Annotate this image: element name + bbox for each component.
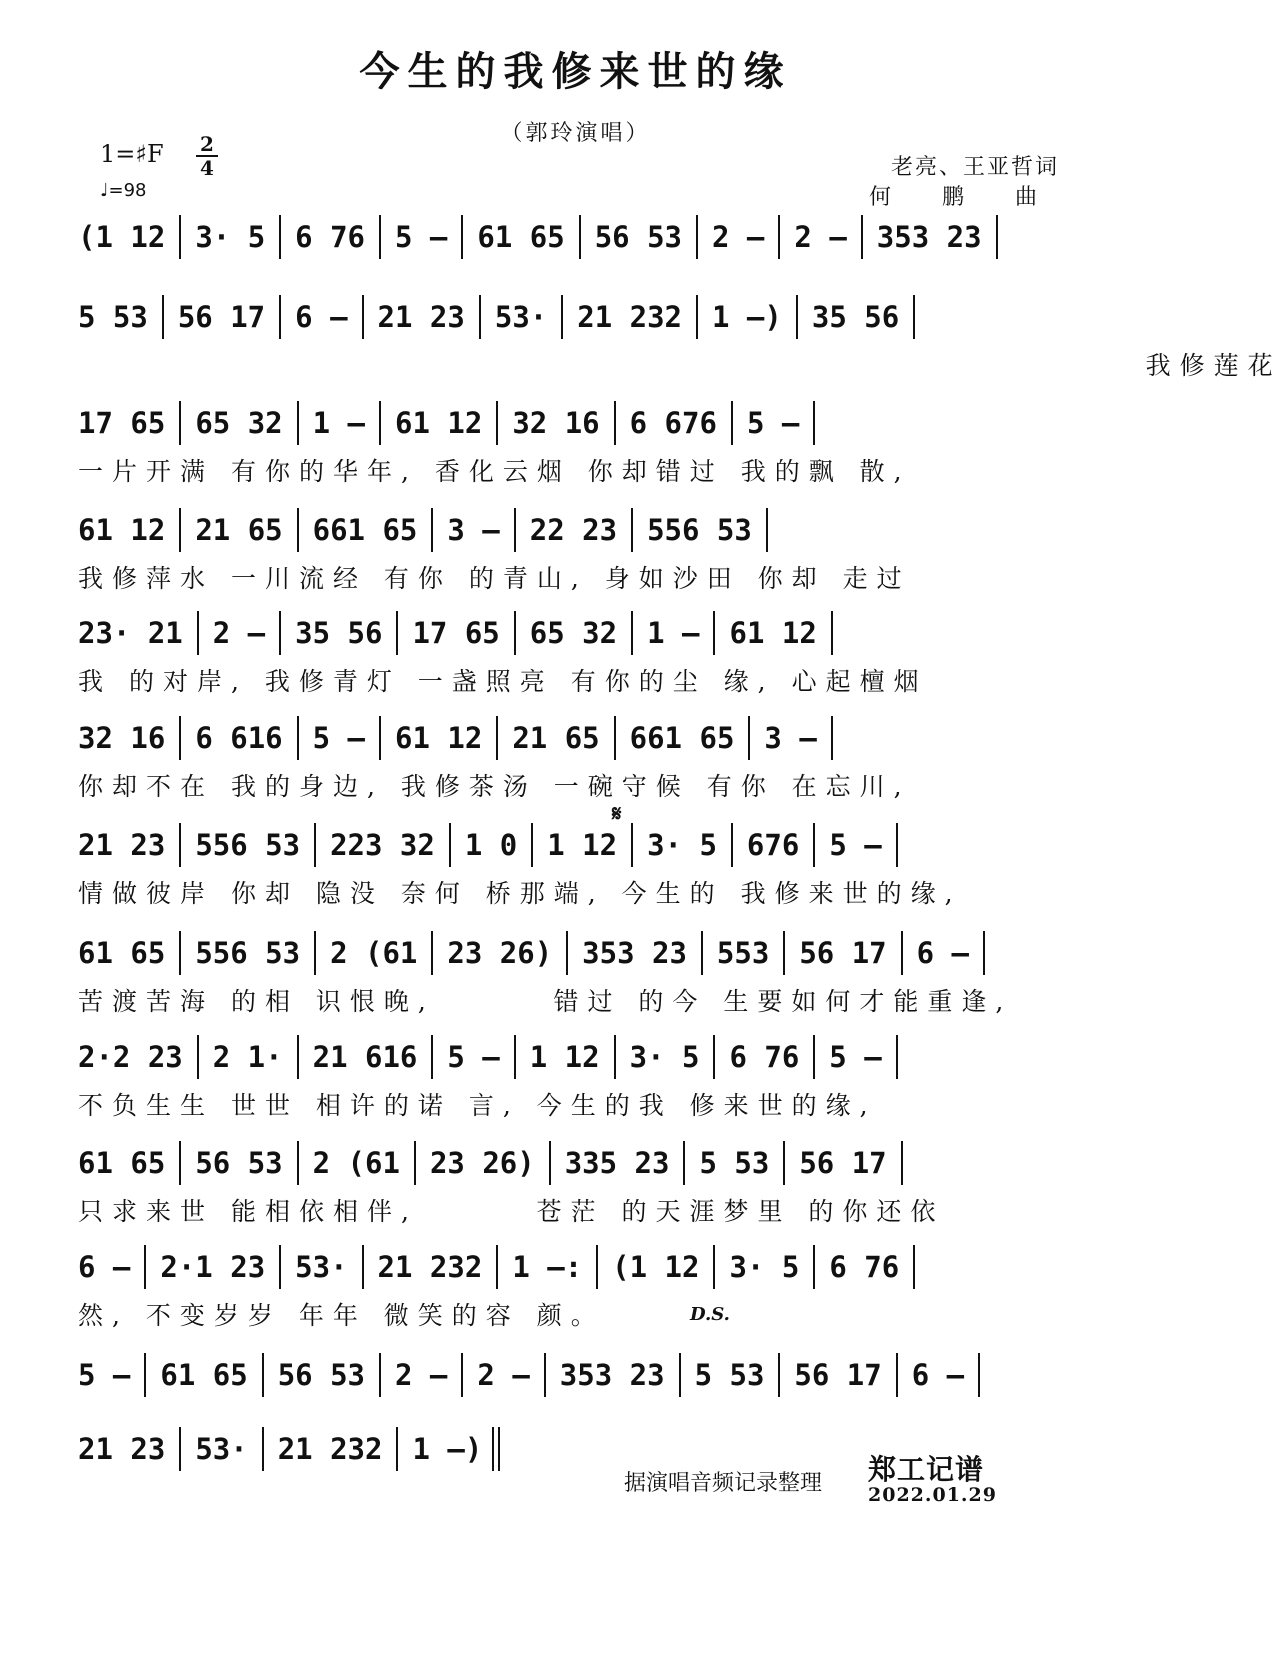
lyric-line: 只求来世 能相依相伴, 苍茫 的天涯梦里 的你还依 xyxy=(78,1197,945,1226)
measure: 21 232 xyxy=(377,1250,483,1284)
barline xyxy=(778,1353,780,1397)
notation-line xyxy=(78,928,1078,978)
measure: 3 – xyxy=(447,513,500,547)
score-row xyxy=(78,398,1078,492)
barline xyxy=(679,1353,681,1397)
measure: 6 76 xyxy=(295,220,365,254)
notation-line xyxy=(78,713,1078,763)
segno-sign: 𝄋 xyxy=(612,802,622,827)
barline xyxy=(783,931,785,975)
measure: 65 32 xyxy=(195,406,283,440)
barline xyxy=(314,823,316,867)
measure: 661 65 xyxy=(312,513,418,547)
measure: 2·2 23 xyxy=(78,1040,183,1074)
barline xyxy=(579,215,581,259)
measure: 56 53 xyxy=(195,1146,283,1180)
measure: 32 16 xyxy=(78,721,166,755)
barline xyxy=(731,823,733,867)
barline xyxy=(297,1141,299,1185)
measure: 2·1 23 xyxy=(160,1250,266,1284)
notation-line xyxy=(78,398,1078,448)
score-row xyxy=(78,820,1078,914)
barline xyxy=(461,215,463,259)
measure: 21 23 xyxy=(78,1432,166,1466)
barline xyxy=(614,401,616,445)
time-top: 2 xyxy=(200,132,214,156)
barline xyxy=(297,716,299,760)
score-row xyxy=(78,1242,1078,1336)
barline xyxy=(144,1353,146,1397)
measure: 56 17 xyxy=(799,936,887,970)
transcription-date: 2022.01.29 xyxy=(868,1484,997,1506)
measure: 56 17 xyxy=(794,1358,882,1392)
barline xyxy=(514,1035,516,1079)
measure: 53· xyxy=(494,300,548,334)
measure: 2 – xyxy=(395,1358,448,1392)
measure: 61 12 xyxy=(395,406,483,440)
score-row xyxy=(78,1032,1078,1126)
measure: 335 23 xyxy=(564,1146,670,1180)
barline xyxy=(561,295,563,339)
barline xyxy=(179,508,181,552)
barline xyxy=(496,716,498,760)
measure: 1 12 xyxy=(547,828,618,862)
measure: 3· 5 xyxy=(729,1250,800,1284)
barline xyxy=(683,1141,685,1185)
score-row xyxy=(78,713,1078,807)
measure: 21 232 xyxy=(277,1432,383,1466)
notation-line xyxy=(78,292,1078,342)
measure: 61 12 xyxy=(395,721,483,755)
barline xyxy=(978,1353,980,1397)
measure: 2 – xyxy=(794,220,847,254)
measure: 61 65 xyxy=(160,1358,248,1392)
measure: 21 616 xyxy=(312,1040,418,1074)
measure: 2 – xyxy=(477,1358,530,1392)
barline xyxy=(631,823,633,867)
lyric-line: 然, 不变岁岁 年年 微笑的容 颜。 xyxy=(78,1301,605,1330)
tempo-marking: ♩=98 xyxy=(100,180,147,201)
notation-line xyxy=(78,608,1078,658)
measure: 5 53 xyxy=(78,300,148,334)
measure: 35 56 xyxy=(295,616,383,650)
barline xyxy=(831,716,833,760)
barline xyxy=(279,1245,281,1289)
barline xyxy=(701,931,703,975)
barline xyxy=(901,931,903,975)
measure: 5 – xyxy=(829,828,882,862)
measure: 5 53 xyxy=(699,1146,770,1180)
notation-line xyxy=(78,1032,1078,1082)
measure: 61 12 xyxy=(78,513,166,547)
barline xyxy=(896,1035,898,1079)
key-signature: 1=♯F xyxy=(100,140,164,168)
measure: 1 – xyxy=(312,406,366,440)
barline xyxy=(479,295,481,339)
barline xyxy=(461,1353,463,1397)
measure: 56 53 xyxy=(277,1358,366,1392)
measure: 61 65 xyxy=(477,220,565,254)
lyric-line: 苦渡苦海 的相 识恨晚, 错过 的今 生要如何才能重逢, xyxy=(78,987,1013,1016)
barline xyxy=(431,1035,433,1079)
lyric-line: 一片开满 有你的华年, 香化云烟 你却错过 我的飘 散, xyxy=(78,457,911,486)
measure: 53· xyxy=(195,1432,248,1466)
barline xyxy=(531,823,533,867)
barline xyxy=(496,401,498,445)
measure: 21 65 xyxy=(195,513,283,547)
measure: 1 – xyxy=(647,616,700,650)
measure: 2 – xyxy=(212,616,266,650)
measure: 53· xyxy=(295,1250,348,1284)
measure: 1 –) xyxy=(412,1432,483,1466)
barline xyxy=(813,401,815,445)
measure: 1 –: xyxy=(512,1250,583,1284)
barline xyxy=(713,1035,715,1079)
barline xyxy=(362,1245,364,1289)
measure: 6 616 xyxy=(195,721,283,755)
measure: 2 (61 xyxy=(330,936,418,970)
measure: 353 23 xyxy=(876,220,982,254)
notation-line xyxy=(78,1242,1078,1292)
measure: 56 53 xyxy=(594,220,683,254)
barline xyxy=(983,931,985,975)
measure: 3 – xyxy=(764,721,817,755)
lyric-line: 我修莲花 xyxy=(78,351,1282,380)
measure: (1 12 xyxy=(78,220,166,254)
notation-line xyxy=(78,820,1078,870)
barline xyxy=(566,931,568,975)
barline xyxy=(297,401,299,445)
barline xyxy=(696,215,698,259)
barline xyxy=(449,823,451,867)
measure: 1 –) xyxy=(712,300,782,334)
measure: 23 26) xyxy=(447,936,553,970)
dal-segno-mark: D.S. xyxy=(690,1304,730,1325)
barline xyxy=(901,1141,903,1185)
barline xyxy=(496,1245,498,1289)
measure: 21 232 xyxy=(577,300,683,334)
measure: 6 – xyxy=(916,936,970,970)
measure: 21 23 xyxy=(78,828,166,862)
barline xyxy=(614,716,616,760)
measure: 32 16 xyxy=(512,406,600,440)
barline xyxy=(596,1245,598,1289)
barline xyxy=(913,1245,915,1289)
barline xyxy=(631,611,633,655)
barline xyxy=(514,508,516,552)
measure: 553 xyxy=(716,936,770,970)
measure: 3· 5 xyxy=(195,220,266,254)
measure: 61 65 xyxy=(78,1146,166,1180)
barline xyxy=(179,1141,181,1185)
lyric-line: 我 的对岸, 我修青灯 一盏照亮 有你的尘 缘, 心起檀烟 xyxy=(78,667,928,696)
barline xyxy=(996,215,998,259)
measure: 35 56 xyxy=(811,300,900,334)
measure: 5 – xyxy=(829,1040,882,1074)
measure: 21 65 xyxy=(512,721,600,755)
transcription-note: 据演唱音频记录整理 xyxy=(624,1471,823,1496)
measure: 223 32 xyxy=(330,828,435,862)
measure: (1 12 xyxy=(612,1250,700,1284)
barline xyxy=(778,215,780,259)
barline xyxy=(379,1353,381,1397)
barline xyxy=(896,1353,898,1397)
measure: 676 xyxy=(746,828,800,862)
barline xyxy=(379,716,381,760)
barline xyxy=(831,611,833,655)
score-title: 今生的我修来世的缘 xyxy=(359,48,792,95)
barline xyxy=(631,508,633,552)
barline xyxy=(913,295,915,339)
measure: 2 – xyxy=(712,220,765,254)
measure: 56 17 xyxy=(799,1146,887,1180)
measure: 65 32 xyxy=(529,616,618,650)
notation-line xyxy=(78,212,1078,262)
measure: 2 1· xyxy=(212,1040,283,1074)
measure: 6 676 xyxy=(629,406,717,440)
lyric-line: 你却不在 我的身边, 我修茶汤 一碗守候 有你 在忘川, xyxy=(78,772,911,801)
lyric-line: 情做彼岸 你却 隐没 奈何 桥那端, 今生的 我修来世的缘, xyxy=(78,879,962,908)
time-signature xyxy=(196,134,218,178)
barline xyxy=(414,1141,416,1185)
barline xyxy=(713,1245,715,1289)
barline xyxy=(179,1427,181,1471)
measure: 61 12 xyxy=(729,616,817,650)
barline xyxy=(179,401,181,445)
notation-line xyxy=(78,1138,1078,1188)
singer-credit: （郭玲演唱） xyxy=(500,121,651,146)
barline xyxy=(696,295,698,339)
measure: 21 23 xyxy=(377,300,465,334)
barline xyxy=(813,1245,815,1289)
barline xyxy=(796,295,798,339)
barline xyxy=(179,215,181,259)
barline xyxy=(314,931,316,975)
barline xyxy=(262,1427,264,1471)
barline xyxy=(396,611,398,655)
barline xyxy=(431,931,433,975)
measure: 5 – xyxy=(312,721,366,755)
measure: 1 12 xyxy=(529,1040,600,1074)
barline xyxy=(783,1141,785,1185)
barline xyxy=(896,823,898,867)
measure: 6 – xyxy=(78,1250,131,1284)
measure: 5 – xyxy=(746,406,800,440)
barline xyxy=(197,1035,199,1079)
barline xyxy=(162,295,164,339)
barline xyxy=(144,1245,146,1289)
measure: 3· 5 xyxy=(629,1040,700,1074)
measure: 56 17 xyxy=(177,300,266,334)
measure: 5 – xyxy=(78,1358,131,1392)
barline xyxy=(379,215,381,259)
barline xyxy=(549,1141,551,1185)
barline xyxy=(279,215,281,259)
measure: 353 23 xyxy=(582,936,687,970)
barline xyxy=(514,611,516,655)
composer-credit: 何 鹏 曲 xyxy=(869,185,1059,210)
measure: 3· 5 xyxy=(647,828,717,862)
barline xyxy=(179,931,181,975)
barline xyxy=(279,295,281,339)
barline xyxy=(813,823,815,867)
barline xyxy=(396,1427,398,1471)
notation-line xyxy=(78,505,1078,555)
measure: 556 53 xyxy=(647,513,752,547)
measure: 61 65 xyxy=(78,936,166,970)
score-row xyxy=(78,608,1078,702)
barline xyxy=(813,1035,815,1079)
barline xyxy=(614,1035,616,1079)
lyric-line: 我修萍水 一川流经 有你 的青山, 身如沙田 你却 走过 xyxy=(78,564,911,593)
measure: 5 – xyxy=(447,1040,500,1074)
measure: 22 23 xyxy=(529,513,618,547)
score-row xyxy=(78,505,1078,599)
measure: 5 – xyxy=(395,220,448,254)
measure: 661 65 xyxy=(629,721,735,755)
barline xyxy=(544,1353,546,1397)
score-row xyxy=(78,928,1078,1022)
barline xyxy=(431,508,433,552)
transcriber-signature: 郑工记谱 xyxy=(868,1453,985,1486)
barline xyxy=(713,611,715,655)
barline xyxy=(179,716,181,760)
lyricist-credit: 老亮、王亚哲词 xyxy=(890,155,1059,180)
measure: 23 26) xyxy=(429,1146,535,1180)
barline xyxy=(748,716,750,760)
measure: 6 – xyxy=(911,1358,965,1392)
lyric-line: 不负生生 世世 相许的诺 言, 今生的我 修来世的缘, xyxy=(78,1091,877,1120)
barline xyxy=(861,215,863,259)
measure: 353 23 xyxy=(559,1358,665,1392)
measure: 17 65 xyxy=(412,616,500,650)
measure: 6 – xyxy=(295,300,348,334)
measure: 556 53 xyxy=(195,828,301,862)
barline xyxy=(766,508,768,552)
barline xyxy=(379,401,381,445)
barline xyxy=(197,611,199,655)
score-row xyxy=(78,1138,1078,1232)
time-bottom: 4 xyxy=(200,156,214,180)
measure: 6 76 xyxy=(829,1250,900,1284)
measure: 17 65 xyxy=(78,406,166,440)
measure: 556 53 xyxy=(195,936,301,970)
measure: 1 0 xyxy=(464,828,518,862)
measure: 2 (61 xyxy=(312,1146,400,1180)
notation-line xyxy=(78,1350,1078,1400)
final-barline xyxy=(492,1427,494,1471)
measure: 6 76 xyxy=(729,1040,800,1074)
measure: 5 53 xyxy=(694,1358,765,1392)
barline xyxy=(731,401,733,445)
barline xyxy=(279,611,281,655)
barline xyxy=(362,295,364,339)
barline xyxy=(262,1353,264,1397)
barline xyxy=(179,823,181,867)
measure: 23· 21 xyxy=(78,616,183,650)
barline xyxy=(297,508,299,552)
score-row xyxy=(78,292,1282,386)
barline xyxy=(297,1035,299,1079)
